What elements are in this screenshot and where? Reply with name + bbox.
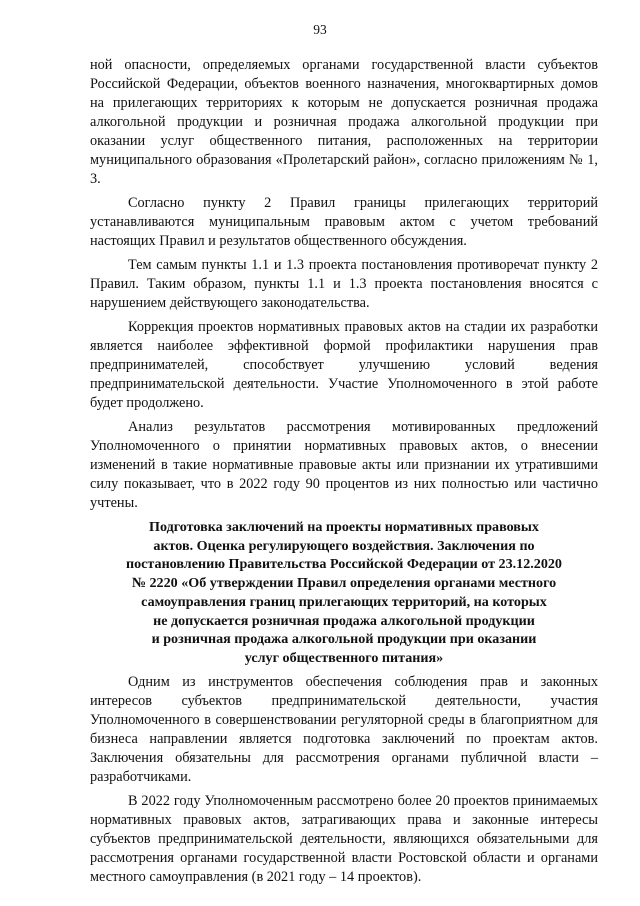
page-number: 93 [313,22,327,37]
section-heading-line: и розничная продажа алкогольной продукции при оказании [151,631,537,648]
paragraph: Анализ результатов рассмотрения мотивированных предложений Уполномоченного о принятии нормативных правовых актов, о внесении изменений в такие нормативные правовые акты или признании их утратившими силу показывает, что в 2022 году 90 процентов из них полностью или частично учтены. [90,419,598,511]
paragraph: Согласно пункту 2 Правил границы прилегающих территорий устанавливаются муниципальным правовым актом с учетом требований настоящих Правил и результатов общественного обсуждения. [90,195,598,249]
section-heading-line: № 2220 «Об утверждении Правил определения органами местного [131,575,557,592]
paragraph: ной опасности, определяемых органами государственной власти субъектов Российской Федерации, объектов военного назначения, многоквартирных домов на прилегающих территориях к которым не допускается розничная продажа алкогольной продукции и розничная продажа алкогольной продукции при оказании услуг общественного питания, расположенных на территории муниципального образования «Пролетарский район», согласно приложениям № 1, 3. [90,57,598,187]
paragraph: Одним из инструментов обеспечения соблюдения прав и законных интересов субъектов предпринимательской деятельности, участия Уполномоченного в совершенствовании регуляторной среды в благоприятном для бизнеса направлении является подготовка заключений по проектам актов. Заключения обязательны для рассмотрения органами публичной власти – разработчиками. [90,673,598,785]
paragraph: В 2022 году Уполномоченным рассмотрено более 20 проектов принимаемых нормативных правовых актов, затрагивающих права и законные интересы субъектов предпринимательской деятельности, являющихся обязательными для рассмотрения органами государственной власти Ростовской области и органами местного самоуправления (в 2021 году – 14 проектов). [90,792,598,885]
paragraph: Тем самым пункты 1.1 и 1.3 проекта постановления противоречат пункту 2 Правил. Таким образом, пункты 1.1 и 1.3 проекта постановления вносятся с нарушением действующего законодательства. [90,257,598,311]
section-heading-line: Подготовка заключений на проекты нормативных правовых [149,519,539,535]
section-heading-line: услуг общественного питания» [244,649,444,666]
section-heading-line: не допускается розничная продажа алкогольной продукции [153,612,535,629]
paragraph: Коррекция проектов нормативных правовых актов на стадии их разработки является наиболее эффективной формой профилактики нарушения прав предпринимателей, способствует улучшению условий ведения предпринимательской деятельности. Участие Уполномоченного в этой работе будет продолжено. [90,319,598,411]
section-heading-line: постановлению Правительства Российской Федерации от 23.12.2020 [126,556,562,573]
section-heading [90,518,598,668]
section-heading-line: самоуправления границ прилегающих территорий, на которых [141,593,547,610]
page-body [90,56,598,892]
section-heading-line: актов. Оценка регулирующего воздействия. Заключения по [153,537,535,554]
